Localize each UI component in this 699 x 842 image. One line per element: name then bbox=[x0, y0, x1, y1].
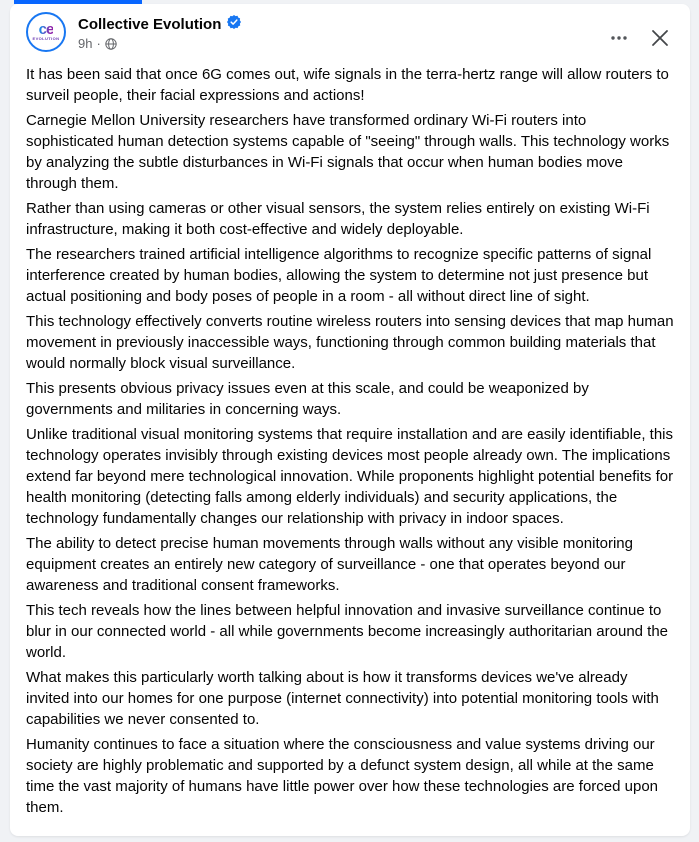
post-paragraph: What makes this particularly worth talking about is how it transforms devices we've already invited into our homes for one purpose (internet connectivity) into potential monitoring tools with capabilities we never consented to. bbox=[26, 669, 659, 728]
verified-badge-icon bbox=[227, 15, 241, 34]
post-paragraph: This tech reveals how the lines between helpful innovation and invasive surveillance continue to blur in our connected world - all while governments become increasingly authoritarian around the world. bbox=[26, 602, 669, 661]
post-header-actions bbox=[604, 12, 676, 54]
post-paragraph: Humanity continues to face a situation where the consciousness and value systems driving our society are highly problematic and supported by a defunct system design, all while at the same time the vast majority of humans have little power over how these technologies are forced upon them. bbox=[26, 736, 659, 816]
close-button[interactable] bbox=[644, 22, 676, 54]
avatar[interactable] bbox=[26, 12, 66, 52]
post-options-button[interactable] bbox=[604, 23, 634, 53]
globe-icon bbox=[105, 38, 117, 50]
post-paragraph: Unlike traditional visual monitoring systems that require installation and are easily identifiable, this technology operates invisibly through existing devices most people already own. The implications extend far beyond mere technological innovation. While proponents highlight potential benefits for health monitoring (detecting falls among elderly individuals) and security applications, the technology fundamentally changes our relationship with privacy in indoor spaces. bbox=[26, 426, 674, 527]
post-card bbox=[10, 4, 690, 836]
post-header bbox=[10, 4, 690, 54]
post-body bbox=[10, 54, 690, 830]
ellipsis-icon bbox=[608, 27, 630, 49]
page-name[interactable]: Collective Evolution bbox=[78, 15, 222, 33]
post-paragraph: It has been said that once 6G comes out, wife signals in the terra-hertz range will allow routers to surveil people, their facial expressions and actions! bbox=[26, 66, 669, 104]
page-name-row bbox=[78, 14, 604, 34]
loading-progress-bar bbox=[14, 0, 142, 4]
post-header-text bbox=[78, 12, 604, 52]
close-icon bbox=[648, 26, 672, 50]
post-paragraph: The ability to detect precise human movements through walls without any visible monitoring equipment creates an entirely new category of surveillance - one that operates beyond our awareness and traditional consent frameworks. bbox=[26, 535, 633, 594]
avatar-logo-letters: ce bbox=[38, 21, 54, 38]
post-paragraph: Carnegie Mellon University researchers have transformed ordinary Wi-Fi routers into sophisticated human detection systems capable of "seeing" through walls. This technology works by analyzing the subtle disturbances in Wi-Fi signals that occur when human bodies move through them. bbox=[26, 112, 670, 192]
post-paragraph: Rather than using cameras or other visual sensors, the system relies entirely on existing Wi-Fi infrastructure, making it both cost-effective and widely deployable. bbox=[26, 200, 650, 238]
post-paragraph: This presents obvious privacy issues even at this scale, and could be weaponized by governments and militaries in concerning ways. bbox=[26, 380, 589, 418]
post-paragraph: The researchers trained artificial intelligence algorithms to recognize specific patterns of signal interference created by human bodies, allowing the system to determine not just presence but actual positioning and body poses of people in a room - all without direct line of sight. bbox=[26, 246, 652, 305]
avatar-logo-subtext: EVOLUTION bbox=[32, 36, 60, 41]
post-meta bbox=[78, 35, 604, 52]
timestamp[interactable]: 9h bbox=[78, 36, 93, 51]
meta-separator: · bbox=[96, 36, 101, 51]
post-paragraph: This technology effectively converts routine wireless routers into sensing devices that map human movement in previously inaccessible ways, functioning through common building materials that would normally block visual surveillance. bbox=[26, 313, 674, 372]
